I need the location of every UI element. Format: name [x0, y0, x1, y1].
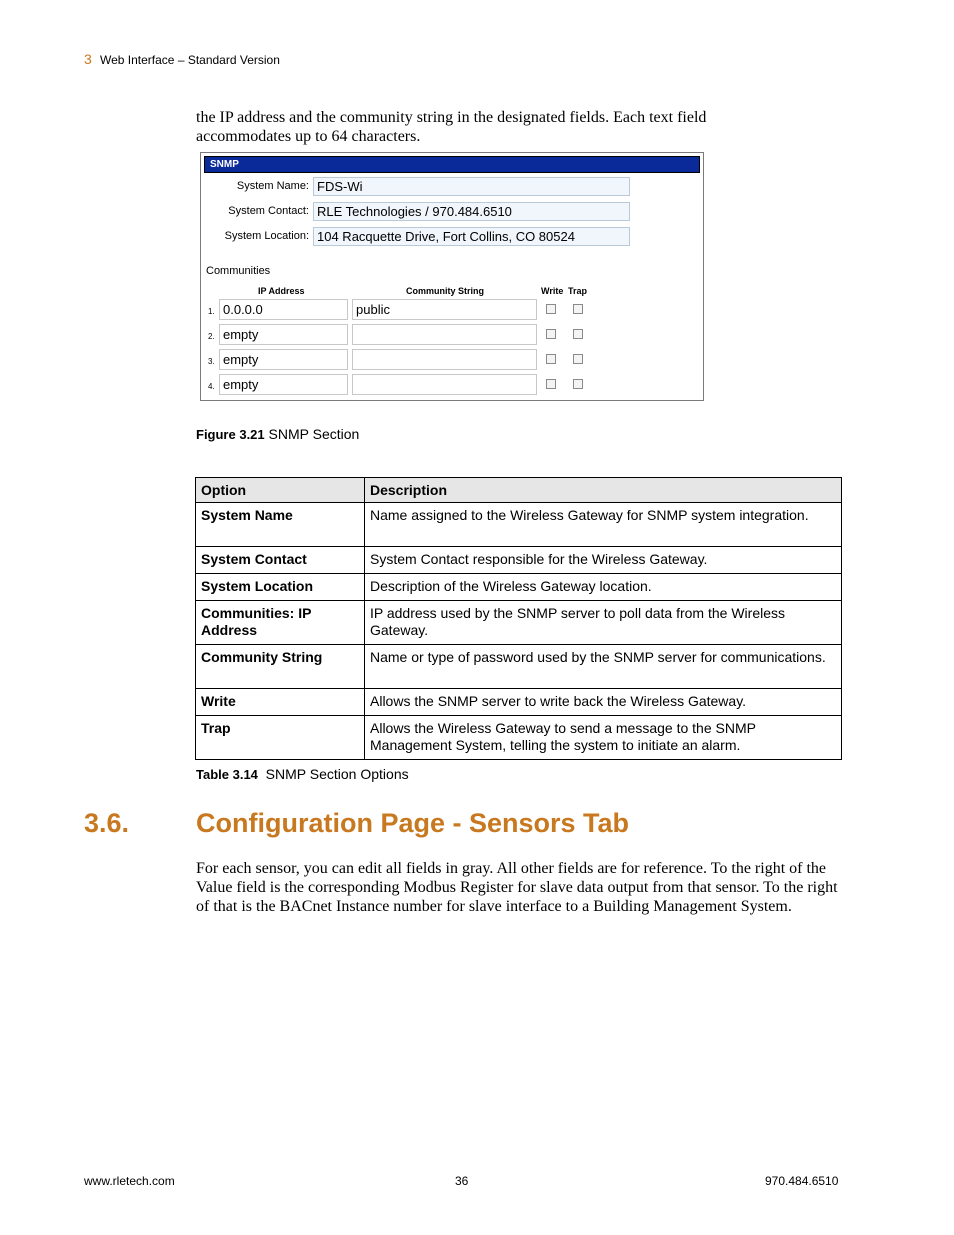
- intro-paragraph: the IP address and the community string in the designated fields. Each text field accommodates up to 64 characters.: [196, 109, 707, 145]
- figure-caption-text: SNMP Section: [264, 426, 360, 442]
- description-cell: System Contact responsible for the Wireless Gateway.: [365, 547, 842, 574]
- system-contact-label: System Contact:: [228, 205, 309, 217]
- description-cell: Allows the Wireless Gateway to send a message to the SNMP Management System, telling the system to initiate an alarm.: [365, 716, 842, 760]
- community-row-number: 2.: [208, 332, 215, 341]
- option-cell: System Name: [196, 503, 365, 547]
- description-cell: Name or type of password used by the SNMP server for communications.: [365, 645, 842, 689]
- system-contact-input[interactable]: RLE Technologies / 970.484.6510: [313, 202, 630, 221]
- footer-page-number: 36: [455, 1174, 469, 1188]
- table-label: Table 3.14: [196, 767, 258, 782]
- figure-label: Figure 3.21: [196, 427, 265, 442]
- description-column-header: Description: [365, 478, 842, 503]
- system-name-input[interactable]: FDS-Wi: [313, 177, 630, 196]
- figure-caption: [196, 426, 359, 442]
- option-cell: Write: [196, 689, 365, 716]
- table-row: [196, 503, 842, 547]
- snmp-options-table: [195, 477, 842, 760]
- trap-checkbox[interactable]: [573, 379, 583, 389]
- write-checkbox[interactable]: [546, 304, 556, 314]
- description-cell: IP address used by the SNMP server to poll data from the Wireless Gateway.: [365, 601, 842, 645]
- community-ip-input[interactable]: empty: [219, 324, 348, 345]
- write-checkbox[interactable]: [546, 379, 556, 389]
- table-header-row: [196, 478, 842, 503]
- ip-address-header: IP Address: [258, 286, 305, 296]
- description-cell: Name assigned to the Wireless Gateway for SNMP system integration.: [365, 503, 842, 547]
- write-header: Write: [541, 286, 564, 296]
- system-location-label: System Location:: [224, 230, 309, 242]
- option-column-header: Option: [196, 478, 365, 503]
- description-cell: Allows the SNMP server to write back the Wireless Gateway.: [365, 689, 842, 716]
- community-ip-input[interactable]: empty: [219, 349, 348, 370]
- community-string-input[interactable]: [352, 349, 537, 370]
- write-checkbox[interactable]: [546, 354, 556, 364]
- chapter-number: 3: [84, 51, 92, 67]
- community-string-input[interactable]: [352, 374, 537, 395]
- trap-header: Trap: [568, 286, 588, 296]
- trap-checkbox[interactable]: [573, 354, 583, 364]
- community-string-input[interactable]: public: [352, 299, 537, 320]
- communities-label: Communities: [206, 265, 271, 277]
- table-row: [196, 645, 842, 689]
- snmp-panel: [200, 152, 704, 401]
- table-row: [196, 574, 842, 601]
- description-cell: Description of the Wireless Gateway location.: [365, 574, 842, 601]
- write-checkbox[interactable]: [546, 329, 556, 339]
- community-ip-input[interactable]: 0.0.0.0: [219, 299, 348, 320]
- community-row-number: 1.: [208, 307, 215, 316]
- table-row: [196, 689, 842, 716]
- option-cell: Community String: [196, 645, 365, 689]
- table-row: [196, 601, 842, 645]
- community-ip-input[interactable]: empty: [219, 374, 348, 395]
- snmp-title-bar: SNMP: [204, 156, 700, 173]
- community-string-header: Community String: [406, 286, 484, 296]
- option-cell: System Contact: [196, 547, 365, 574]
- system-location-input[interactable]: 104 Racquette Drive, Fort Collins, CO 80524: [313, 227, 630, 246]
- community-string-input[interactable]: [352, 324, 537, 345]
- trap-checkbox[interactable]: [573, 304, 583, 314]
- table-row: [196, 716, 842, 760]
- table-caption-text: SNMP Section Options: [257, 766, 409, 782]
- option-cell: System Location: [196, 574, 365, 601]
- section-body-paragraph: For each sensor, you can edit all fields in gray. All other fields are for reference. To the right of the Value field is the corresponding Modbus Register for slave data output from that sensor. To the right of that is the BACnet Instance number for slave interface to a Building Management System.: [196, 860, 838, 915]
- option-cell: Trap: [196, 716, 365, 760]
- section-number: 3.6.: [84, 808, 130, 838]
- community-row-number: 3.: [208, 357, 215, 366]
- table-row: [196, 547, 842, 574]
- trap-checkbox[interactable]: [573, 329, 583, 339]
- option-cell: Communities: IP Address: [196, 601, 365, 645]
- section-title: Configuration Page - Sensors Tab: [196, 808, 630, 838]
- system-name-label: System Name:: [236, 180, 309, 192]
- community-row-number: 4.: [208, 382, 215, 391]
- chapter-title: Web Interface – Standard Version: [100, 53, 280, 67]
- footer-website: www.rletech.com: [84, 1174, 175, 1188]
- footer-phone: 970.484.6510: [765, 1174, 839, 1188]
- table-caption: [196, 766, 409, 782]
